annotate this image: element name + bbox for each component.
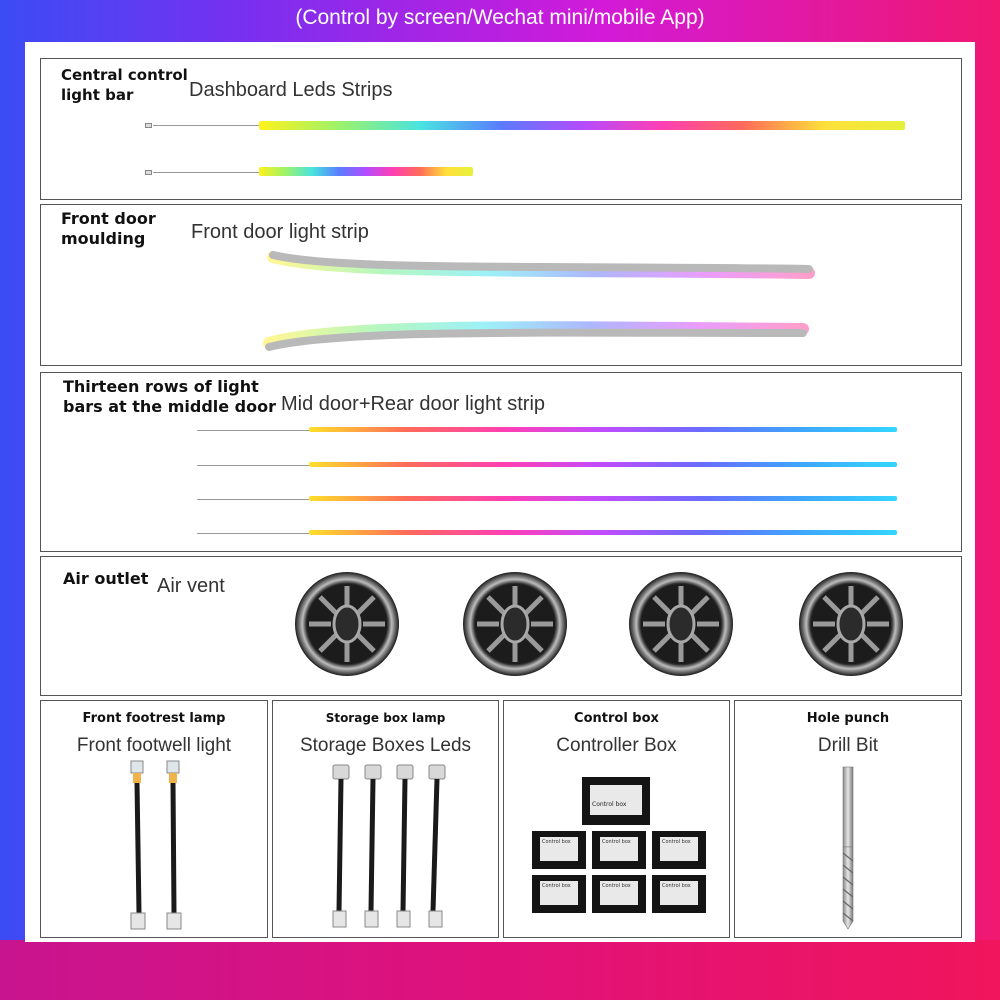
control-box-cell	[503, 700, 730, 938]
storage-led-cable	[333, 765, 349, 927]
drill-bit-label: Hole punch	[806, 711, 890, 726]
footwell-label: Front footrest lamp	[82, 711, 226, 726]
connector-plug	[145, 123, 152, 128]
mid-door-label	[63, 377, 276, 417]
mid-door-strip	[309, 496, 897, 501]
controller-box-card: Control box	[652, 875, 706, 913]
air-vent-icon	[295, 572, 399, 676]
air-outlet-label: Air outlet	[63, 569, 149, 588]
control-box-desc: Controller Box	[556, 735, 677, 756]
controller-box-card: Control box	[592, 831, 646, 869]
storage-box-desc: Storage Boxes Leds	[299, 735, 472, 756]
front-door-strip-lower	[269, 333, 803, 347]
mid-door-label-line2: bars at the middle door	[63, 397, 277, 416]
bottom-gradient-band	[0, 940, 1000, 1000]
controller-box-grid	[532, 831, 710, 913]
controller-box-card: Control box	[532, 831, 586, 869]
air-vent-icon	[629, 572, 733, 676]
dashboard-strip-short	[259, 167, 473, 176]
product-sheet	[25, 42, 975, 942]
connector-plug	[145, 170, 152, 175]
connector-wire	[153, 125, 259, 126]
controller-box-card: Control box	[652, 831, 706, 869]
front-door-label-line2: moulding	[61, 229, 146, 248]
footwell-cable	[167, 761, 181, 929]
air-vents	[41, 557, 961, 695]
footwell-desc: Front footwell light	[76, 735, 232, 756]
drill-bit-cell	[734, 700, 962, 938]
mid-door-strip	[309, 462, 897, 467]
connector-wire	[153, 172, 259, 173]
mid-door-label-line1: Thirteen rows of light	[63, 377, 259, 396]
central-control-label-line2: light bar	[61, 86, 134, 104]
control-box-label: Control box	[574, 711, 659, 726]
page-subtitle: (Control by screen/Wechat mini/mobile App)	[295, 6, 705, 29]
front-door-desc: Front door light strip	[191, 221, 369, 243]
air-outlet-desc: Air vent	[157, 575, 225, 597]
mid-door-panel	[40, 372, 962, 552]
air-outlet-panel	[40, 556, 962, 696]
air-vent-icon	[463, 572, 567, 676]
storage-box-leds	[273, 701, 498, 937]
dashboard-strip-long	[259, 121, 905, 130]
mid-door-desc: Mid door+Rear door light strip	[281, 393, 546, 415]
front-door-strip-upper	[273, 255, 809, 269]
air-vent-icon	[799, 572, 903, 676]
controller-box-card: Control box	[532, 875, 586, 913]
controller-box-top-title: Control box	[592, 801, 627, 808]
central-control-label	[61, 65, 188, 105]
controller-box-top	[582, 777, 650, 825]
central-control-panel	[40, 58, 962, 200]
storage-box-cell	[272, 700, 499, 938]
footwell-cell	[40, 700, 268, 938]
central-control-label-line1: Central control	[61, 66, 188, 84]
front-door-panel	[40, 204, 962, 366]
storage-led-cable	[429, 765, 445, 927]
drill-bit-image	[735, 701, 961, 937]
controller-box-card: Control box	[592, 875, 646, 913]
drill-bit-desc: Drill Bit	[817, 735, 879, 756]
central-control-desc: Dashboard Leds Strips	[189, 79, 393, 101]
storage-box-label: Storage box lamp	[325, 711, 446, 725]
front-door-strips	[41, 205, 961, 365]
mid-door-strip	[309, 427, 897, 432]
mid-door-strip	[309, 530, 897, 535]
storage-led-cable	[365, 765, 381, 927]
footwell-cable	[131, 761, 145, 929]
connector-wire	[197, 465, 309, 466]
storage-led-cable	[397, 765, 413, 927]
connector-wire	[197, 499, 309, 500]
footwell-light-cables	[41, 701, 267, 937]
front-door-label-line1: Front door	[61, 209, 156, 228]
connector-wire	[197, 533, 309, 534]
connector-wire	[197, 430, 309, 431]
